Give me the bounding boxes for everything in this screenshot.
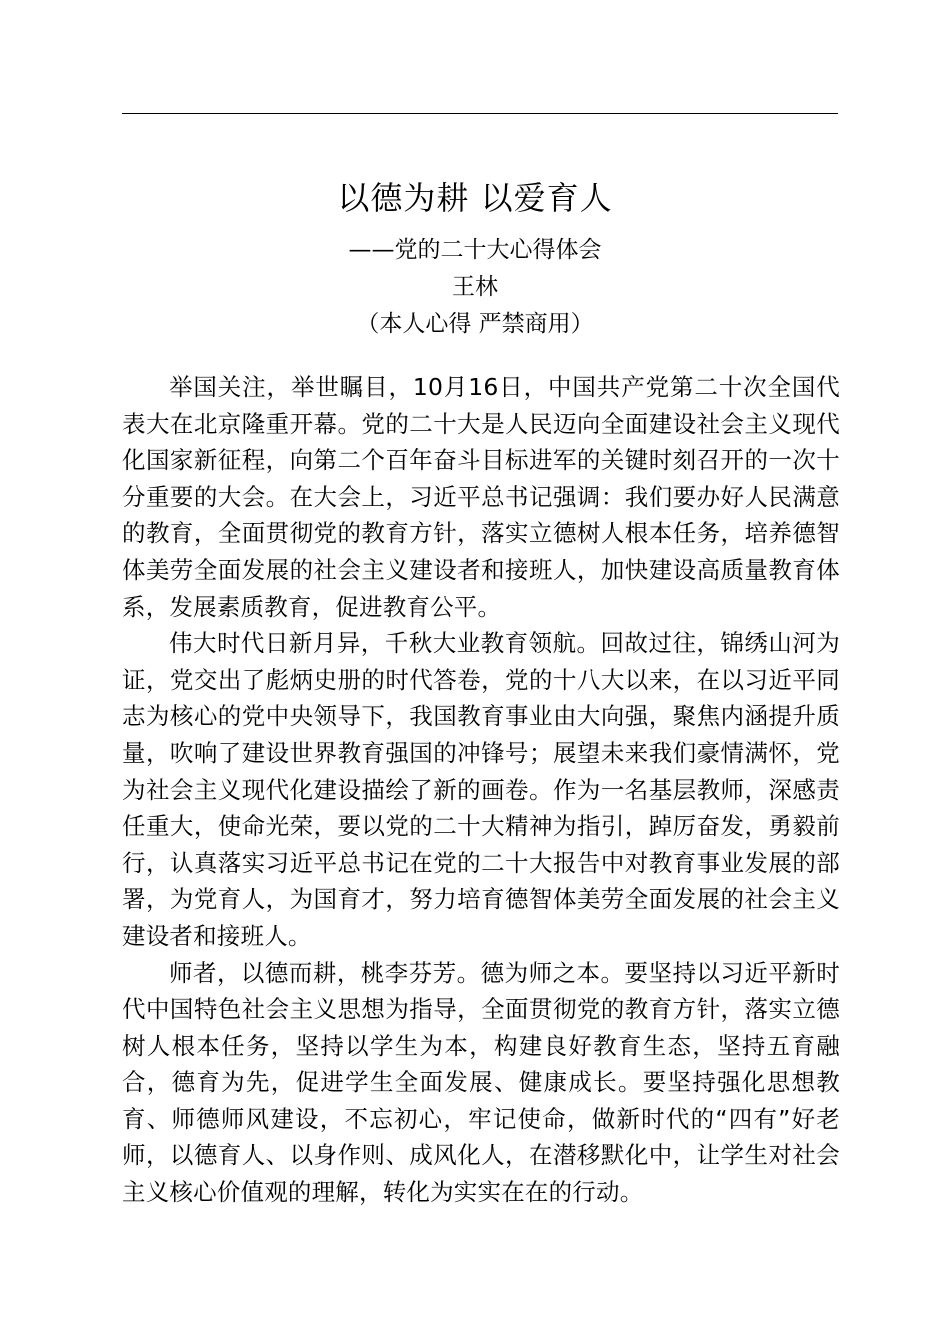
document-body: [122, 369, 840, 1211]
document-title: 以德为耕 以爱育人: [337, 179, 613, 217]
paragraph: 师者，以德而耕，桃李芬芳。德为师之本。要坚持以习近平新时代中国特色社会主义思想为指导，全面贯彻党的教育方针，落实立德树人根本任务，坚持以学生为本，构建良好教育生态，坚持五育融合，德育为先，促进学生全面发展、健康成长。要坚持强化思想教育、师德师风建设，不忘初心，牢记使命，做新时代的“四有”好老师，以德育人、以身作则、成风化人，在潜移默化中，让学生对社会主义核心价值观的理解，转化为实实在在的行动。: [122, 958, 840, 1207]
paragraph: 伟大时代日新月异，千秋大业教育领航。回故过往，锦绣山河为证，党交出了彪炳史册的时代答卷，党的十八大以来，在以习近平同志为核心的党中央领导下，我国教育事业由大向强，聚焦内涵提升质量，吹响了建设世界教育强国的冲锋号；展望未来我们豪情满怀，党为社会主义现代化建设描绘了新的画卷。作为一名基层教师，深感责任重大，使命光荣，要以党的二十大精神为指引，踔厉奋发，勇毅前行，认真落实习近平总书记在党的二十大报告中对教育事业发展的部署，为党育人，为国育才，努力培育德智体美劳全面发展的社会主义建设者和接班人。: [122, 629, 840, 950]
paragraph: 举国关注，举世瞩目，10月16日，中国共产党第二十次全国代表大在北京隆重开幕。党的二十大是人民迈向全面建设社会主义现代化国家新征程，向第二个百年奋斗目标进军的关键时刻召开的一次十分重要的大会。在大会上，习近平总书记强调：我们要办好人民满意的教育，全面贯彻党的教育方针，落实立德树人根本任务，培养德智体美劳全面发展的社会主义建设者和接班人，加快建设高质量教育体系，发展素质教育，促进教育公平。: [122, 373, 840, 621]
header-rule: [122, 113, 838, 114]
document-author: 王林: [452, 274, 498, 300]
usage-notice: （本人心得 严禁商用）: [356, 311, 594, 337]
document-subtitle: ——党的二十大心得体会: [348, 237, 602, 263]
